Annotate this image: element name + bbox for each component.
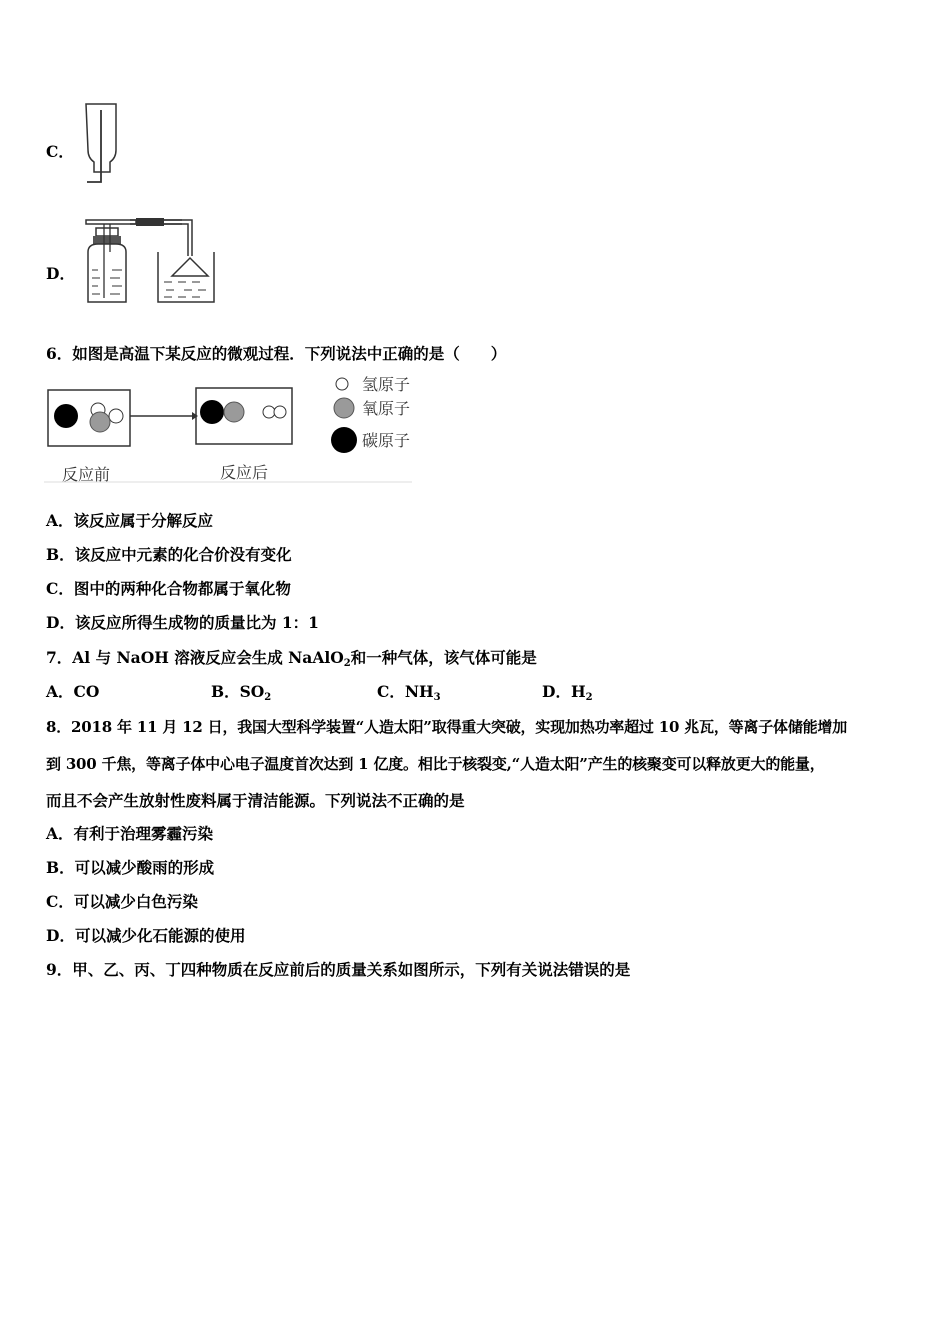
- q6-stem: 6．如图是高温下某反应的微观过程．下列说法中正确的是（ ）: [46, 344, 507, 363]
- q7-options: [46, 682, 646, 702]
- legend-oxygen-swatch: [334, 398, 354, 418]
- q8-option-d: D．可以减少化石能源的使用: [46, 926, 246, 945]
- legend-hydrogen-swatch: [336, 378, 348, 390]
- q6-reaction-diagram: [44, 372, 416, 484]
- carbon-atom: [54, 404, 78, 428]
- legend-oxygen: 氧原子: [362, 399, 411, 418]
- q7-stem: [46, 648, 537, 674]
- legend-carbon-swatch: [331, 427, 357, 453]
- hydrogen-atom: [274, 406, 286, 418]
- legend-carbon: 碳原子: [362, 431, 411, 450]
- oxygen-atom: [224, 402, 244, 422]
- q8-option-a: A．有利于治理雾霾污染: [46, 824, 214, 843]
- q7-option-d: D．$H_2$: [542, 682, 593, 703]
- q8-stem-line-2: 到 300 千焦，等离子体中心电子温度首次达到 1 亿度。相比于核裂变,“人造太阳”产生的核聚变可以释放更大的能量，: [46, 755, 825, 773]
- q7-stem-part-a: 7．Al 与 NaOH 溶液反应会生成 NaAlO: [46, 648, 344, 667]
- dropper-bottle-icon: [78, 100, 128, 186]
- prev-option-d-label: D．: [46, 264, 75, 283]
- q8-stem-line-3: 而且不会产生放射性废料属于清洁能源。下列说法不正确的是: [46, 791, 465, 810]
- q7-option-b: B．$SO_2$: [211, 682, 272, 703]
- q6-option-a: A．该反应属于分解反应: [46, 511, 214, 530]
- hydrogen-atom: [109, 409, 123, 423]
- q7-option-c: C．$NH_3$: [377, 682, 441, 703]
- q6-option-d: D．该反应所得生成物的质量比为 1：1: [46, 613, 319, 632]
- q8-option-c: C．可以减少白色污染: [46, 892, 198, 911]
- q7-stem-subscript: 2: [343, 658, 351, 669]
- q6-option-c: C．图中的两种化合物都属于氧化物: [46, 579, 291, 598]
- oxygen-atom: [90, 412, 110, 432]
- q7-stem-part-b: 和一种气体，该气体可能是: [350, 648, 537, 667]
- prev-option-c-label: C．: [46, 142, 74, 161]
- legend-hydrogen: 氢原子: [362, 375, 411, 394]
- after-label: 反应后: [220, 463, 269, 482]
- carbon-atom: [200, 400, 224, 424]
- q9-stem: 9．甲、乙、丙、丁四种物质在反应前后的质量关系如图所示，下列有关说法错误的是: [46, 960, 631, 979]
- q8-stem-line-1: 8．2018 年 11 月 12 日，我国大型科学装置“人造太阳”取得重大突破，实现加热功率超过 10 兆瓦，等离子体储能增加: [46, 718, 848, 736]
- q7-option-a: A．CO: [46, 682, 100, 701]
- before-label: 反应前: [62, 465, 111, 484]
- q6-option-b: B．该反应中元素的化合价没有变化: [46, 545, 292, 564]
- gas-washing-apparatus-icon: [80, 212, 220, 306]
- hydrogen-atom: [263, 406, 275, 418]
- q8-option-b: B．可以减少酸雨的形成: [46, 858, 215, 877]
